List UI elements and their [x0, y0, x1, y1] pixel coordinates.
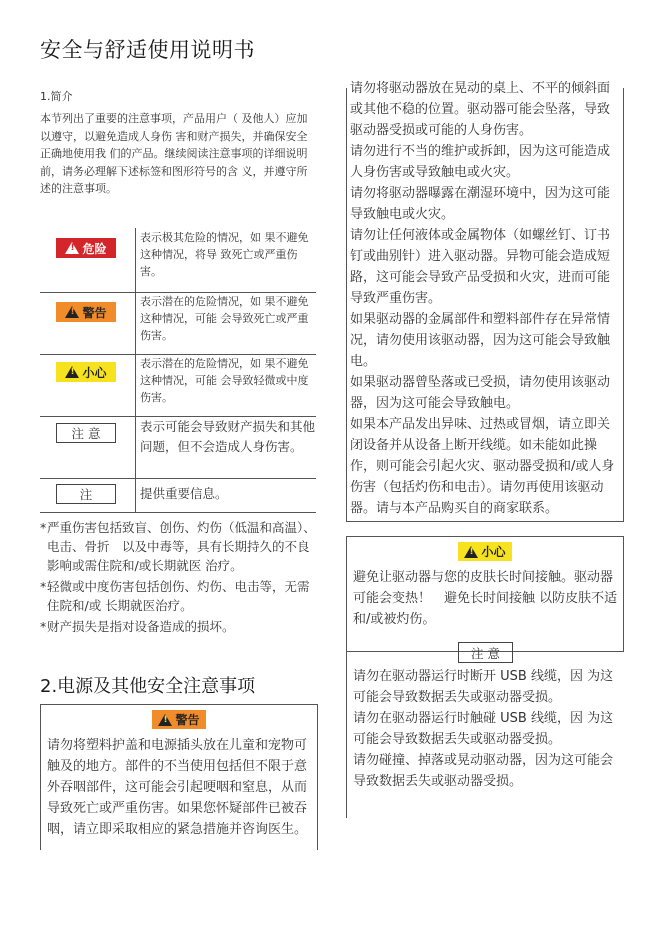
caution-description: 表示潜在的危险情况，如 果不避免这种情况，可能 会导致轻微或中度伤害。: [140, 357, 309, 404]
definition-row-danger: [40, 228, 316, 293]
warning-triangle-icon: [65, 242, 79, 254]
caution-label-text: 小心: [82, 365, 107, 380]
notice-label: 注 意: [56, 423, 116, 443]
danger-label-text: 危险: [82, 241, 107, 256]
danger-label: [56, 238, 116, 258]
notice-description: 表示可能会导致财产损失和其他问题，但不会造成人身伤害。: [140, 419, 316, 454]
warning-paragraph: 请勿将驱动器放在晃动的桌上、不平的倾斜面或其他不稳的位置。驱动器可能会坠落，导致驱动器受损或可能的人身伤害。: [350, 81, 611, 138]
section-2-heading: 2.电源及其他安全注意事项: [40, 676, 256, 697]
page-title: 安全与舒适使用说明书: [40, 38, 255, 62]
caution-box-text: 避免让驱动器与您的皮肤长时间接触。驱动器可能会变热！ 避免长时间接触 以防皮肤不适和/或被灼伤。: [353, 570, 618, 627]
notice-paragraph: 请勿在驱动器运行时断开 USB 线缆，因 为这可能会导致数据丢失或驱动器受损。: [353, 669, 614, 705]
warning-triangle-icon: [464, 546, 478, 558]
warning-label: [56, 302, 116, 322]
definition-row-note: [40, 478, 316, 513]
notice-paragraph: 请勿碰撞、掉落或晃动驱动器，因为这可能会导致数据丢失或驱动器受损。: [353, 753, 614, 789]
danger-description: 表示极其危险的情况，如 果不避免这种情况，将导 致死亡或严重伤害。: [140, 231, 309, 278]
note-description: 提供重要信息。: [140, 486, 228, 501]
caution-label: [56, 362, 116, 382]
footnote-property-damage: * 财产损失是指对设备造成的损坏。: [40, 619, 235, 634]
warning-paragraph: 如果驱动器曾坠落或已受损，请勿使用该驱动器，因为这可能会导致触电。: [350, 375, 611, 411]
warning-paragraph: 如果驱动器的金属部件和塑料部件存在异常情况，请勿使用该驱动器，因为这可能会导致触电。: [350, 312, 611, 369]
definition-row-caution: [40, 354, 316, 417]
footnote-serious-injury: * 严重伤害包括致盲、创伤、灼伤（低温和高温）、电击、骨折 以及中毒等，具有长期持久的不良影响或需住院和/或长期就医 治疗。: [40, 520, 316, 573]
footnotes: [40, 518, 318, 638]
notice-box: [346, 632, 624, 818]
notice-tag: 注 意: [458, 642, 513, 663]
warning-label-text: 警告: [82, 305, 107, 320]
definition-row-warning: [40, 292, 316, 355]
intro-paragraph: 本节列出了重要的注意事项，产品用户（ 及他人）应加以遵守，以避免造成人身伤 害和财产损失，并确保安全正确地使用我 们的产品。继续阅读注意事项的详细说明 前，请务必理解下述标签和图形符号的含 义，并遵守所述的注意事项。: [40, 112, 308, 195]
warning-continued-text: [350, 78, 620, 519]
notice-paragraph: 请勿在驱动器运行时触碰 USB 线缆，因 为这可能会导致数据丢失或驱动器受损。: [353, 711, 614, 747]
warning-triangle-icon: [65, 366, 79, 378]
warning-box-left: [40, 704, 318, 850]
section-1-heading: 1.简介: [40, 90, 73, 103]
caution-tag: ! 小心: [458, 542, 511, 561]
warning-triangle-icon: [65, 306, 79, 318]
warning-tag: ! 警告: [152, 710, 205, 729]
warning-box-text: 请勿将塑料护盖和电源插头放在儿童和宠物可触及的地方。部件的不当使用包括但不限于意外吞咽部件，这可能会引起哽咽和窒息，从而导致死亡或严重伤害。如果您怀疑部件已被吞咽，请立即采取相应的紧急措施并咨询医生。: [47, 738, 308, 837]
warning-description: 表示潜在的危险情况，如 果不避免这种情况，可能 会导致死亡或严重伤害。: [140, 295, 309, 342]
notice-box-text: [353, 666, 620, 792]
warning-paragraph: 如果本产品发出异味、过热或冒烟，请立即关闭设备并从设备上断开线缆。如未能如此操作，则可能会引起火灾、驱动器受损和/或人身伤害（包括灼伤和电击）。请勿再使用该驱动器。请与本产品购买自的商家联系。: [350, 417, 615, 516]
note-label: 注: [56, 484, 116, 504]
definition-row-notice: [40, 416, 316, 479]
warning-paragraph: 请勿让任何液体或金属物体（如螺丝钉、订书钉或曲别针）进入驱动器。异物可能会造成短路，这可能会导致产品受损和火灾，进而可能导致严重伤害。: [350, 228, 611, 306]
warning-triangle-icon: [158, 714, 172, 726]
warning-paragraph: 请勿将驱动器曝露在潮湿环境中，因为这可能导致触电或火灾。: [350, 186, 611, 222]
warning-paragraph: 请勿进行不当的维护或拆卸，因为这可能造成人身伤害或导致触电或火灾。: [350, 144, 611, 180]
footnote-minor-injury: * 轻微或中度伤害包括创伤、灼伤、电击等，无需住院和/或 长期就医治疗。: [40, 579, 310, 613]
